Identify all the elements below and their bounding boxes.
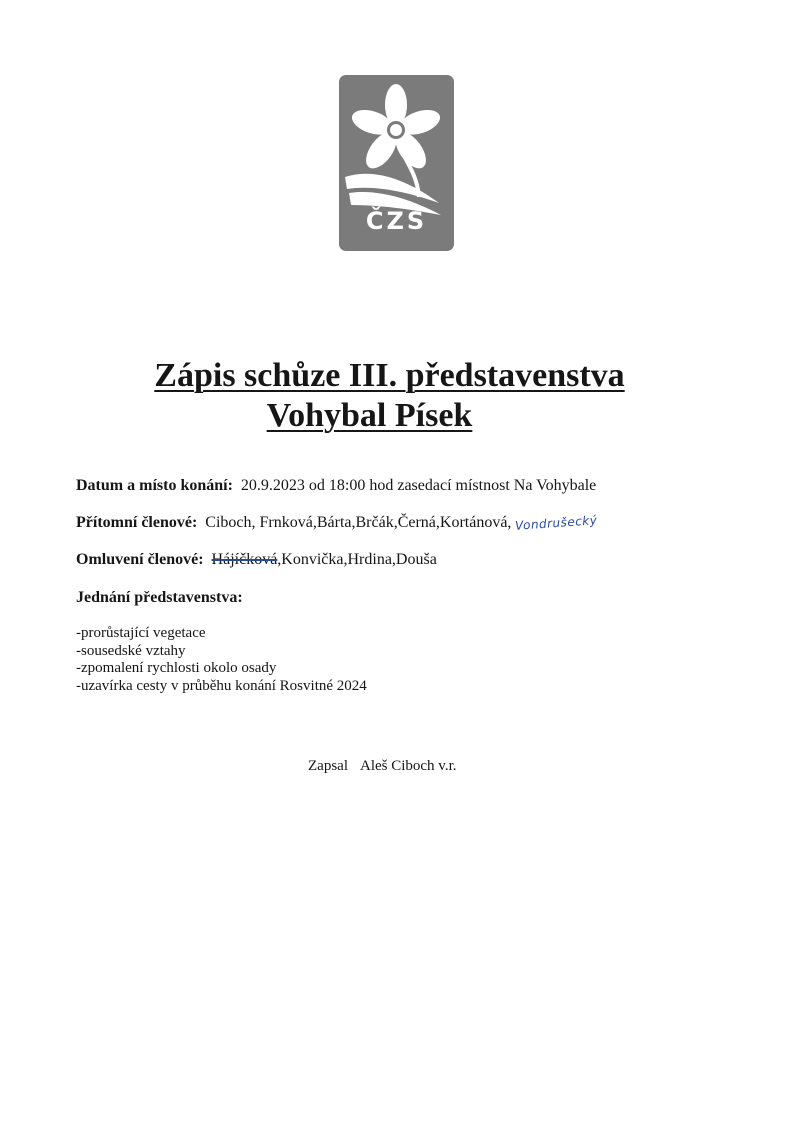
excused-label: Omluvení členové: xyxy=(76,551,204,568)
list-item: -zpomalení rychlosti okolo osady xyxy=(76,660,277,676)
logo-text: ČZS xyxy=(365,207,428,235)
struck-name: Hájíčková xyxy=(211,551,278,568)
meeting-date-place xyxy=(76,476,596,496)
list-item: -sousedské vztahy xyxy=(76,642,186,659)
czs-logo xyxy=(339,75,454,251)
date-place-value: 20.9.2023 od 18:00 hod zasedací místnost Na Vohybale xyxy=(240,477,597,494)
agenda-heading: Jednání představenstva: xyxy=(76,589,243,606)
date-place-label: Datum a místo konání: xyxy=(76,477,233,494)
excused-line xyxy=(76,550,437,570)
page-title: Zápis schůze III. představenstva xyxy=(154,357,625,394)
handwritten-attendee: Vondrušecký xyxy=(515,513,599,533)
excused-value: ,Konvička,Hrdina,Douša xyxy=(277,551,437,568)
attendees-value: Ciboch, Frnková,Bárta,Brčák,Černá,Kortánová, xyxy=(205,514,512,531)
list-item: -uzavírka cesty v průběhu konání Rosvitné 2024 xyxy=(76,677,367,694)
attendees-line xyxy=(76,513,598,533)
list-item: -prorůstající vegetace xyxy=(76,625,206,641)
signature-label: Zapsal xyxy=(308,758,348,774)
attendees-label: Přítomní členové: xyxy=(76,514,198,531)
signature xyxy=(308,756,457,776)
signature-name: Aleš Ciboch v.r. xyxy=(359,758,457,774)
agenda-list xyxy=(76,625,367,695)
page-subtitle: Vohybal Písek xyxy=(266,397,473,434)
